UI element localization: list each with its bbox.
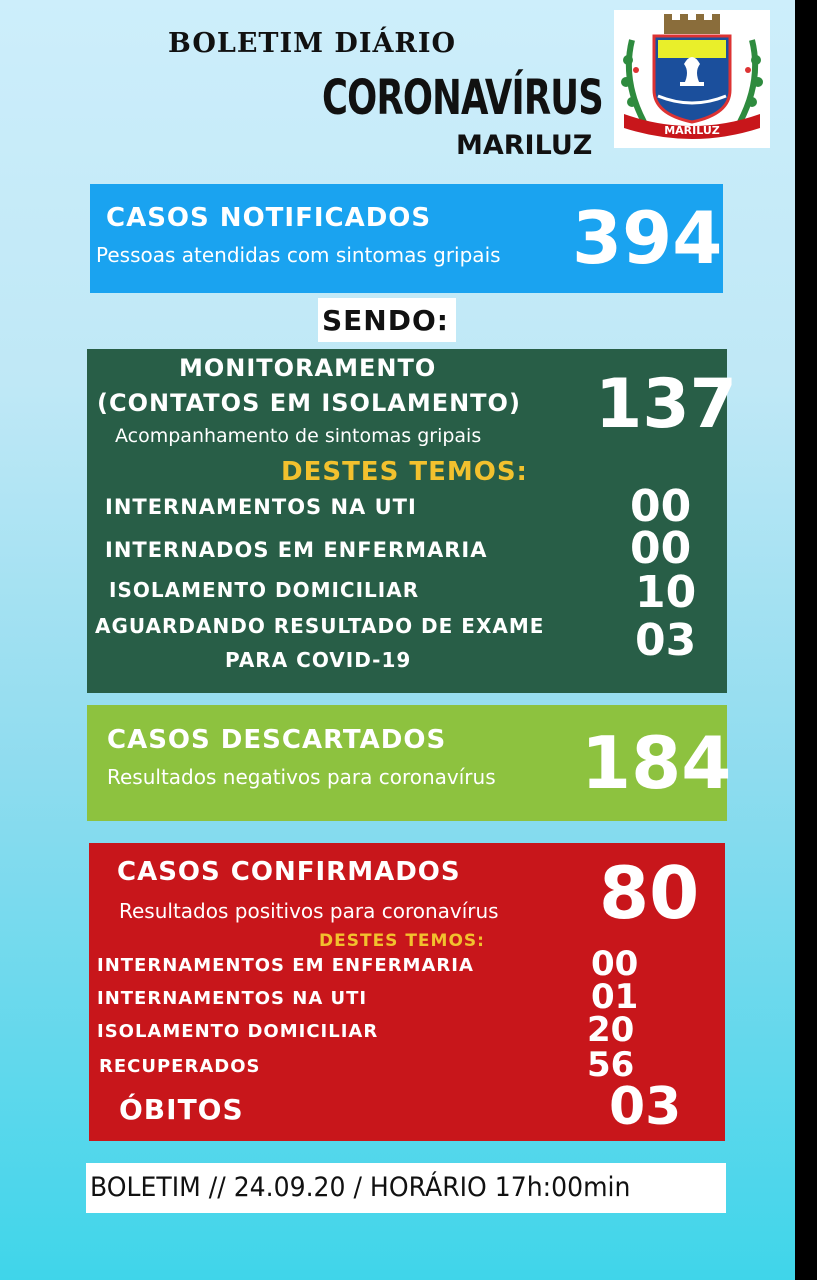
confirmed-row-label: RECUPERADOS	[99, 1056, 261, 1077]
monitoring-title: MONITORAMENTO	[179, 354, 437, 382]
header-city-name: MARILUZ	[456, 130, 593, 161]
notified-cases-panel	[90, 184, 723, 293]
monitoring-row-label: INTERNADOS EM ENFERMARIA	[105, 538, 488, 562]
monitoring-row-value: 00	[630, 523, 692, 574]
confirmed-row-label: ISOLAMENTO DOMICILIAR	[97, 1021, 379, 1042]
monitoring-subtitle: Acompanhamento de sintomas gripais	[115, 425, 482, 447]
sendo-label: SENDO:	[322, 304, 449, 337]
header-coronavirus-title: CORONAVÍRUS	[322, 70, 603, 126]
monitoring-row-label-continued: PARA COVID-19	[225, 648, 412, 672]
deaths-label: ÓBITOS	[119, 1093, 244, 1126]
monitoring-value: 137	[595, 365, 737, 444]
monitoring-destes-heading: DESTES TEMOS:	[281, 457, 528, 487]
monitoring-row-label: ISOLAMENTO DOMICILIAR	[109, 578, 420, 602]
header-bulletin-title: BOLETIM DIÁRIO	[168, 28, 456, 59]
notified-cases-title: CASOS NOTIFICADOS	[106, 203, 432, 233]
confirmed-row-value: 00	[591, 944, 639, 984]
bulletin-date-text: BOLETIM // 24.09.20 / HORÁRIO 17h:00min	[90, 1172, 631, 1203]
discarded-cases-panel	[87, 705, 732, 821]
confirmed-row-label: INTERNAMENTOS NA UTI	[97, 988, 368, 1009]
monitoring-row-label: INTERNAMENTOS NA UTI	[105, 495, 417, 519]
discarded-cases-value: 184	[581, 721, 732, 805]
monitoring-row-value: 00	[630, 481, 692, 532]
logo-ribbon-text: MARILUZ	[664, 124, 720, 137]
confirmed-cases-value: 80	[599, 851, 700, 935]
confirmed-cases-title: CASOS CONFIRMADOS	[117, 857, 461, 887]
confirmed-row-value: 20	[587, 1010, 635, 1050]
confirmed-cases-subtitle: Resultados positivos para coronavírus	[119, 899, 499, 923]
monitoring-row-value: 10	[635, 567, 697, 618]
confirmed-row-value: 01	[591, 977, 639, 1017]
confirmed-destes-heading: DESTES TEMOS:	[319, 931, 485, 951]
discarded-cases-title: CASOS DESCARTADOS	[107, 725, 447, 755]
monitoring-title-contacts: (CONTATOS EM ISOLAMENTO)	[97, 389, 521, 417]
discarded-cases-subtitle: Resultados negativos para coronavírus	[107, 765, 496, 789]
confirmed-cases-panel	[89, 843, 725, 1141]
deaths-value: 03	[609, 1077, 682, 1137]
monitoring-row-label: AGUARDANDO RESULTADO DE EXAME	[95, 614, 545, 638]
sendo-label-box	[318, 298, 456, 342]
monitoring-panel	[87, 349, 737, 693]
bulletin-date-footer	[86, 1163, 726, 1213]
notified-cases-value: 394	[572, 196, 723, 280]
monitoring-row-value: 03	[635, 615, 697, 666]
confirmed-row-value: 56	[587, 1045, 635, 1085]
municipal-coat-of-arms-logo	[614, 10, 770, 148]
coat-of-arms-icon	[614, 10, 770, 148]
confirmed-row-label: INTERNAMENTOS EM ENFERMARIA	[97, 955, 474, 976]
notified-cases-subtitle: Pessoas atendidas com sintomas gripais	[96, 243, 501, 267]
